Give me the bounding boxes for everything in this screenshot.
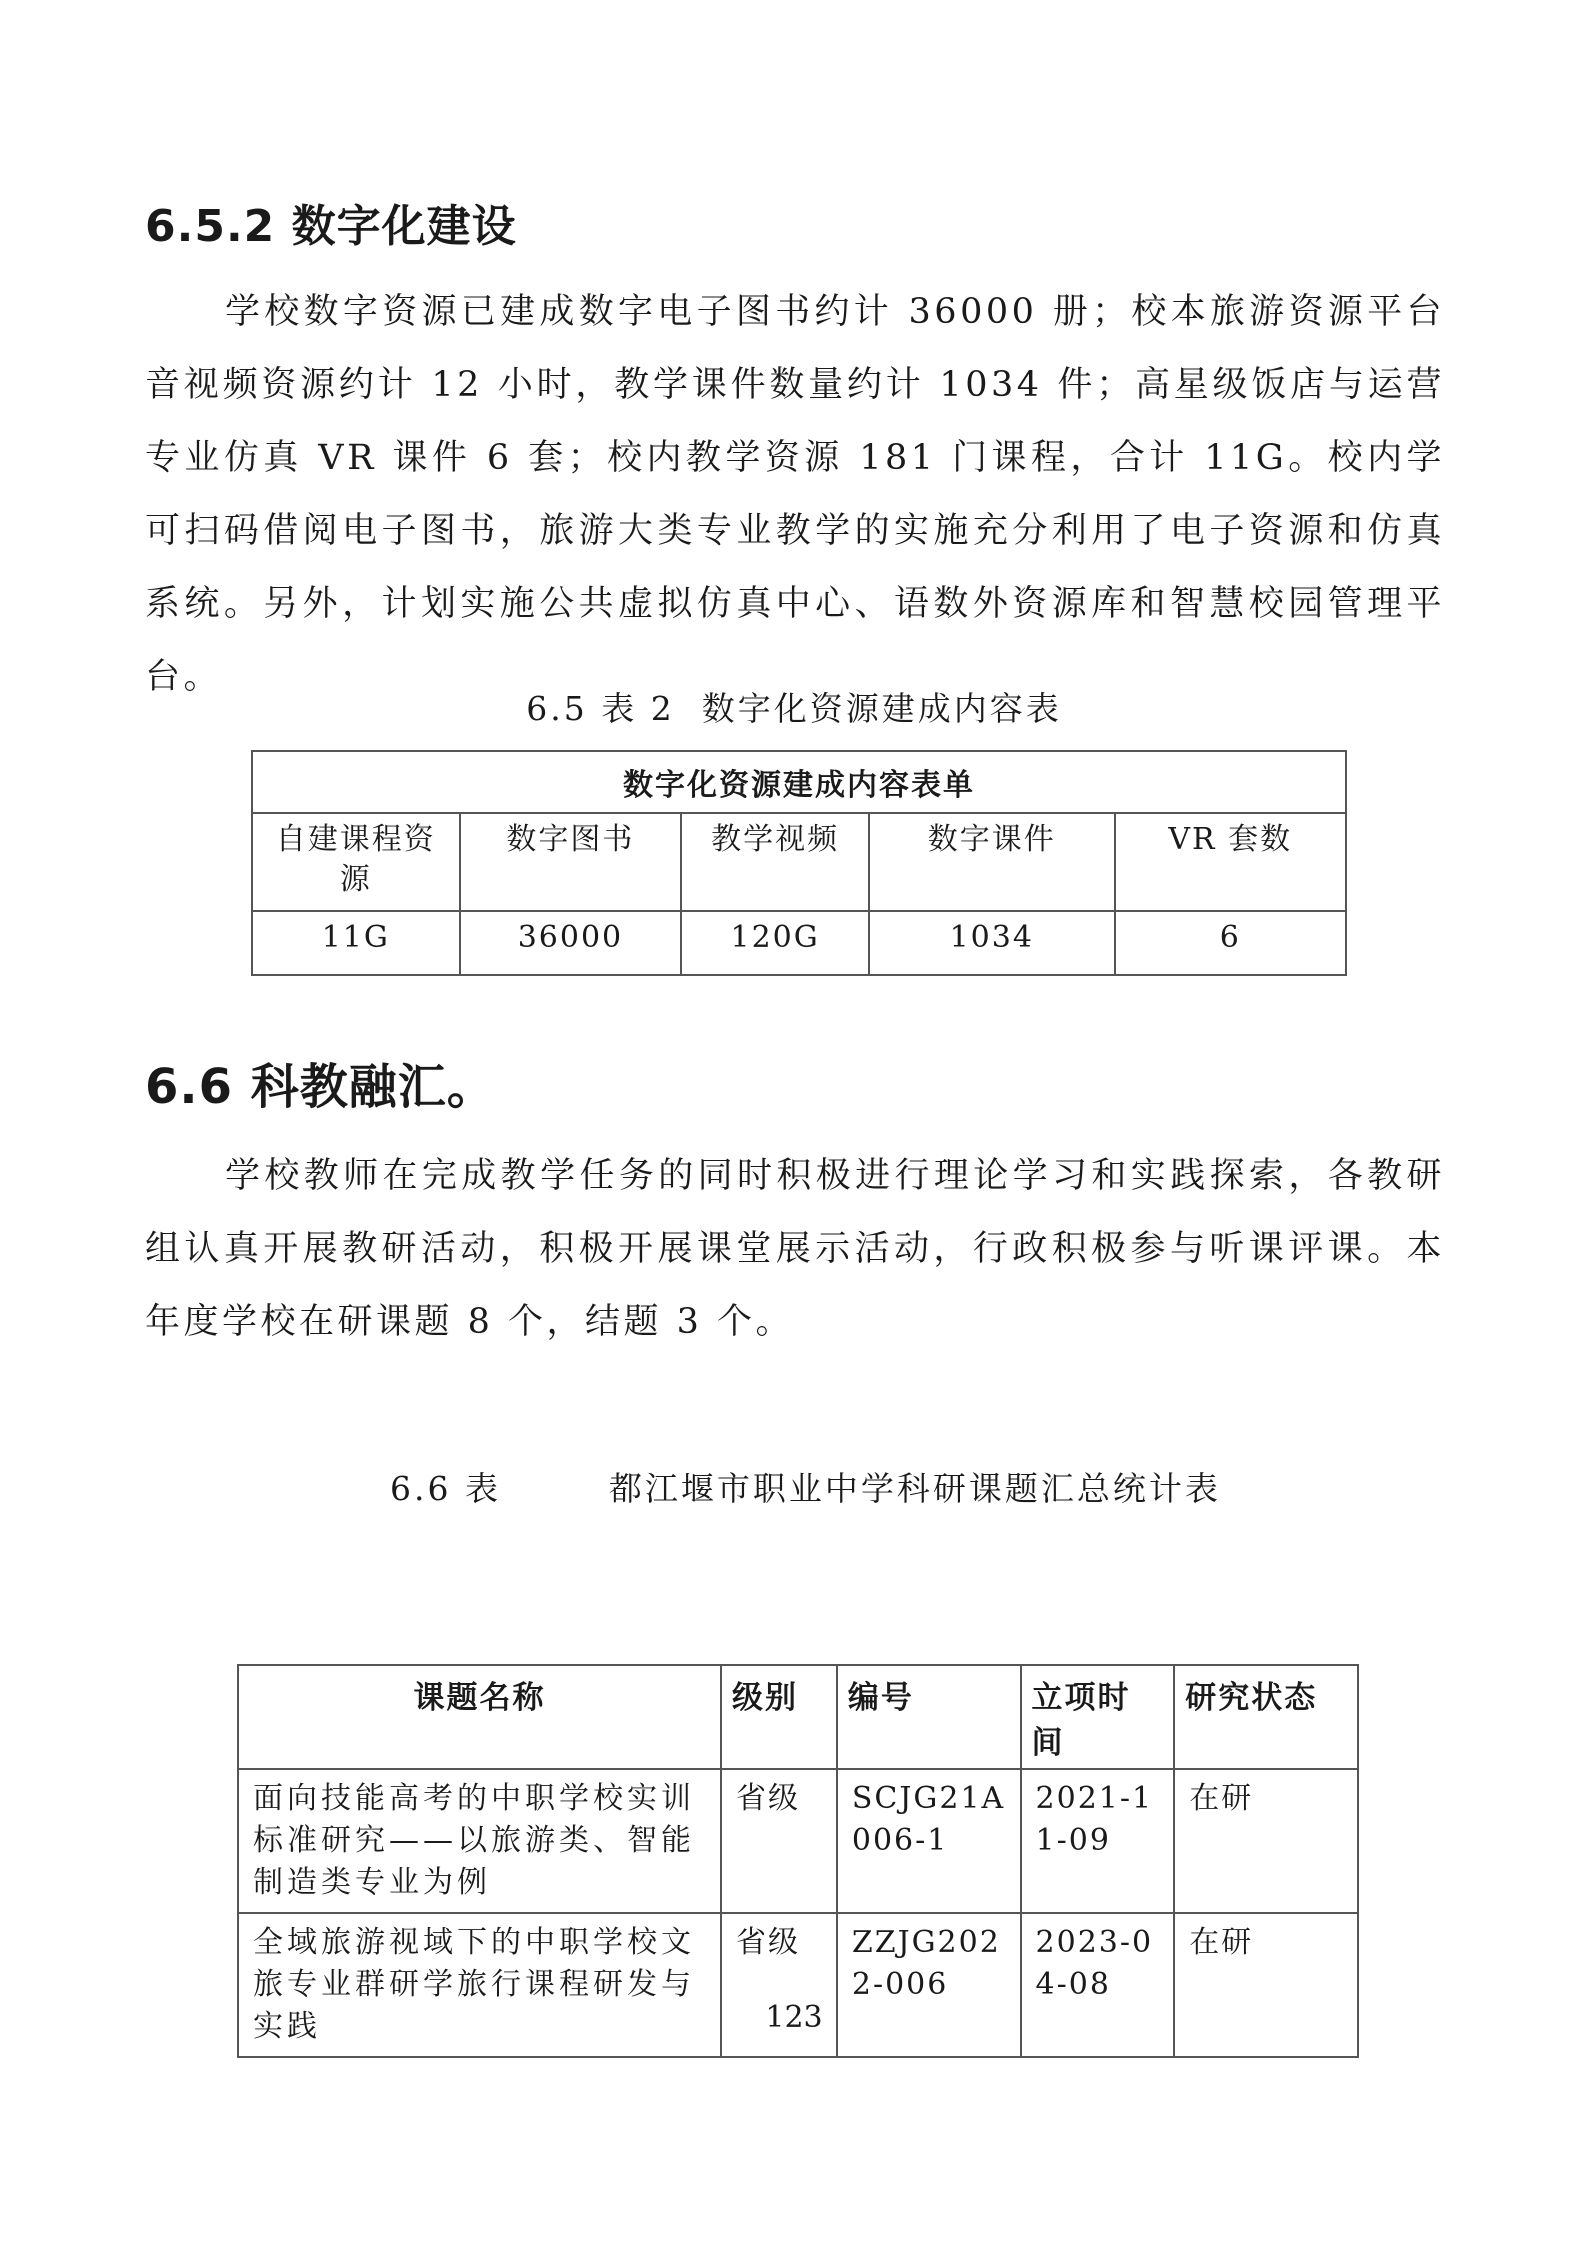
table1-value-vr-sets: 6 (1115, 911, 1347, 975)
page-number: 123 (765, 2000, 823, 2035)
project-name-cell: 面向技能高考的中职学校实训标准研究——以旅游类、智能制造类专业为例 (238, 1769, 721, 1913)
project-number-cell: SCJG21A006-1 (837, 1769, 1021, 1913)
project-status-cell: 在研 (1174, 1913, 1358, 2057)
section-66-paragraph: 学校教师在完成教学任务的同时积极进行理论学习和实践探索，各教研组认真开展教研活动，积极开展课堂展示活动，行政积极参与听课评课。本年度学校在研课题 8 个，结题 3 个。 (145, 1156, 1445, 1342)
table1-col-self-built-courses: 自建课程资源 (252, 813, 460, 911)
table1-value-teaching-videos: 120G (681, 911, 869, 975)
table2-caption: 6.6 表 都江堰市职业中学科研课题汇总统计表 (390, 1469, 1221, 1508)
table1-value-digital-books: 36000 (460, 911, 682, 975)
project-number-cell: ZZJG2022-006 (837, 1913, 1021, 2057)
digital-resources-table (251, 750, 1347, 976)
research-projects-table (237, 1664, 1359, 2058)
project-date-cell: 2023-04-08 (1021, 1913, 1175, 2057)
table2-header-date: 立项时间 (1021, 1665, 1175, 1769)
table1-col-vr-sets: VR 套数 (1115, 813, 1347, 911)
table1-col-digital-courseware: 数字课件 (869, 813, 1115, 911)
project-date-cell: 2021-11-09 (1021, 1769, 1175, 1913)
section-652-paragraph: 学校数字资源已建成数字电子图书约计 36000 册；校本旅游资源平台音视频资源约计 12 小时，教学课件数量约计 1034 件；高星级饭店与运营专业仿真 VR 课件 6 套；校内教学资源 181 门课程，合计 11G。校内学可扫码借阅电子图书，旅游大类专业教学的实施充分利用了电子资源和仿真系统。另外，计划实施公共虚拟仿真中心、语数外资源库和智慧校园管理平台。 (145, 292, 1445, 697)
table1-value-digital-courseware: 1034 (869, 911, 1115, 975)
table1-col-teaching-videos: 教学视频 (681, 813, 869, 911)
table2-header-project-name: 课题名称 (238, 1665, 721, 1769)
section-heading-66: 6.6 科教融汇。 (145, 1059, 496, 1115)
table1-value-self-built-courses: 11G (252, 911, 460, 975)
table-row (238, 1769, 1358, 1913)
project-status-cell: 在研 (1174, 1769, 1358, 1913)
section-heading-652: 6.5.2 数字化建设 (145, 201, 517, 252)
table1-title: 数字化资源建成内容表单 (252, 751, 1346, 813)
table1-col-digital-books: 数字图书 (460, 813, 682, 911)
project-level-cell: 省级 (721, 1913, 837, 2057)
table2-header-level: 级别 (721, 1665, 837, 1769)
table2-header-status: 研究状态 (1174, 1665, 1358, 1769)
project-level-cell: 省级 (721, 1769, 837, 1913)
table-row (238, 1913, 1358, 2057)
project-name-cell: 全域旅游视域下的中职学校文旅专业群研学旅行课程研发与实践 (238, 1913, 721, 2057)
table2-header-number: 编号 (837, 1665, 1021, 1769)
table1-caption: 6.5 表 2 数字化资源建成内容表 (526, 689, 1062, 728)
